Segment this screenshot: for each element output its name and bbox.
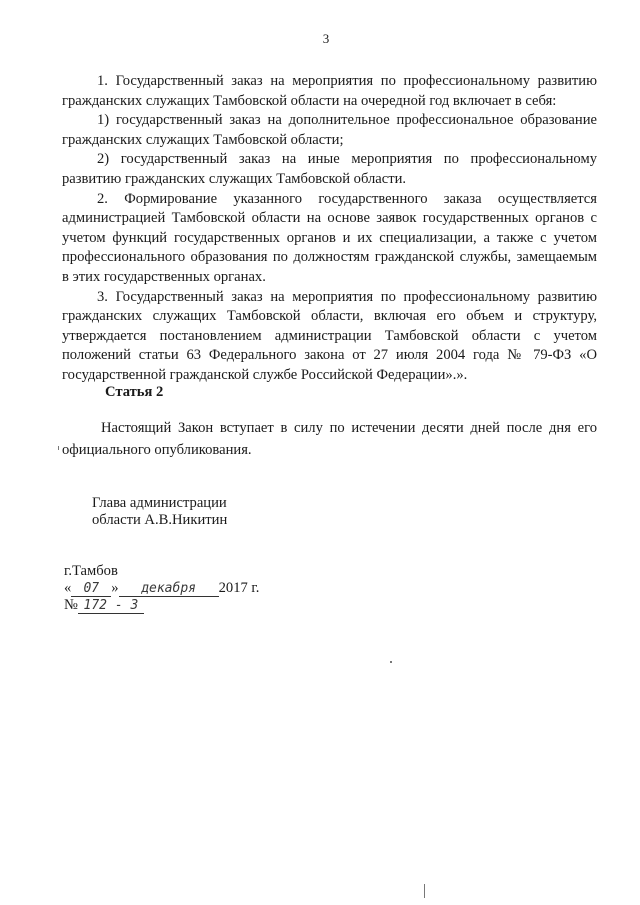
signing-date: [64, 580, 259, 597]
date-month: декабря: [119, 581, 219, 597]
law-number: [64, 597, 144, 614]
paragraph-1-item-1: 1) государственный заказ на дополнительное профессиональное образование гражданских служащих Тамбовской области;: [62, 112, 597, 148]
scan-speck: [58, 446, 59, 450]
date-open-quote: «: [64, 580, 72, 596]
scan-speck: [390, 661, 392, 663]
scan-speck: [424, 884, 425, 898]
paragraph-2: 2. Формирование указанного государственного заказа осуществляется администрацией Тамбовской области на основе заявок государственных органов с учетом функций государственных органов и их специализации, а также с учетом профессионального образования по должностям гражданской службы, замещаемым в этих государственных органах.: [62, 190, 597, 285]
signature-title: Глава администрации: [92, 495, 227, 511]
date-close-quote: »: [111, 580, 119, 596]
page-number: 3: [322, 31, 330, 46]
paragraph-3: 3. Государственный заказ на мероприятия по профессиональному развитию гражданских служащих Тамбовской области, включая его объем и структуру, утверждается постановлением администрации Тамбовской области с учетом положений статьи 63 Федерального закона от 27 июля 2004 года № 79-ФЗ «О государственной гражданской службе Российской Федерации».».: [62, 288, 597, 383]
article-1-body: [62, 72, 597, 386]
paragraph-1: 1. Государственный заказ на мероприятия по профессиональному развитию гражданских служащих Тамбовской области на очередной год включает в себя:: [62, 73, 597, 109]
law-number-value: 172 - 3: [78, 598, 144, 614]
article-2-heading: Статья 2: [105, 384, 164, 400]
number-sign: №: [64, 597, 78, 613]
paragraph-1-item-2: 2) государственный заказ на иные мероприятия по профессиональному развитию гражданских служащих Тамбовской области.: [62, 151, 597, 187]
date-day: 07: [71, 581, 111, 597]
place-of-signing: г.Тамбов: [64, 563, 118, 579]
signature-name: области А.В.Никитин: [92, 512, 228, 528]
date-year: 2017 г.: [218, 580, 260, 596]
signature-block: [92, 495, 227, 529]
article-2-text: Настоящий Закон вступает в силу по истечении десяти дней после дня его официального опубликования.: [62, 420, 597, 458]
